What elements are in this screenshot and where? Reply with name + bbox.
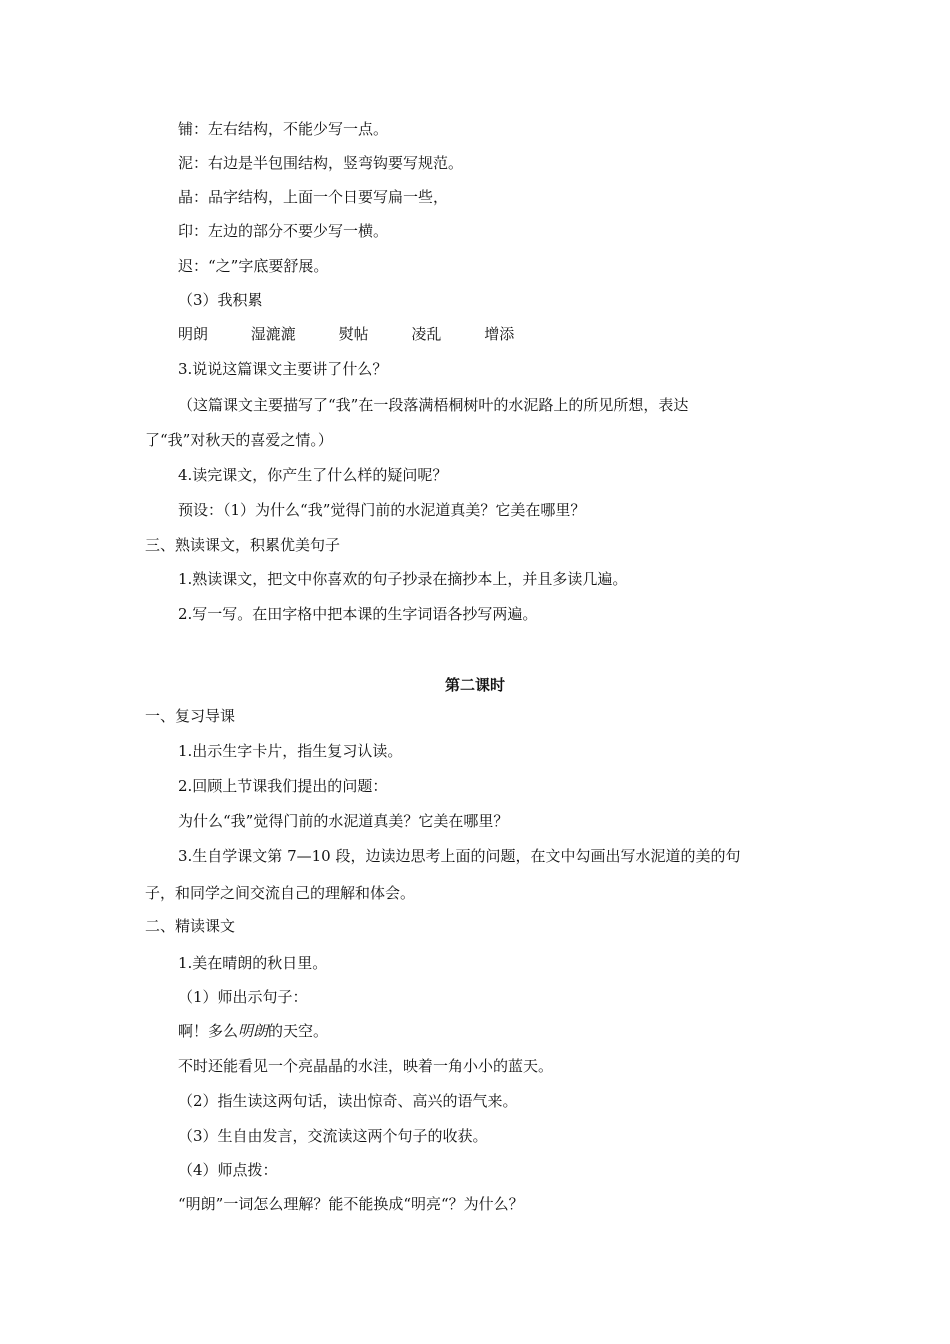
part2-step-1: （1）师出示句子： bbox=[178, 988, 308, 1006]
answer-3-line-2: 了“我”对秋天的喜爱之情。） bbox=[145, 431, 333, 449]
answer-3-line-1: （这篇课文主要描写了“我”在一段落满梧桐树叶的水泥路上的所见所想，表达 bbox=[178, 396, 689, 414]
example-sentence-2: 不时还能看见一个亮晶晶的水洼，映着一角小小的蓝天。 bbox=[178, 1057, 554, 1075]
part2-step-4: （4）师点拨： bbox=[178, 1161, 278, 1179]
accumulate-title: （3）我积累 bbox=[178, 291, 263, 309]
example-sentence-1 bbox=[178, 1021, 328, 1041]
part3-item-2: 2.写一写。在田字格中把本课的生字词语各抄写两遍。 bbox=[178, 605, 538, 623]
part1-heading: 一、复习导课 bbox=[145, 707, 236, 725]
word-item: 熨帖 bbox=[338, 325, 369, 343]
char-note-chi: 迟：“之”字底要舒展。 bbox=[178, 257, 329, 275]
char-note-jing: 晶：品字结构，上面一个日要写扁一些， bbox=[178, 188, 449, 206]
char-note-yin: 印：左边的部分不要少写一横。 bbox=[178, 222, 389, 240]
char-note-ni: 泥：右边是半包围结构，竖弯钩要写规范。 bbox=[178, 154, 464, 172]
sentence-1-emphasis: 明朗 bbox=[238, 1022, 269, 1040]
part1-question: 为什么“我”觉得门前的水泥道真美？它美在哪里？ bbox=[178, 812, 509, 830]
word-item: 凌乱 bbox=[411, 325, 442, 343]
question-3: 3.说说这篇课文主要讲了什么？ bbox=[178, 360, 388, 378]
part1-item-3-line-2: 子，和同学之间交流自己的理解和体会。 bbox=[145, 884, 416, 902]
word-item: 明朗 bbox=[178, 325, 209, 343]
part3-item-1: 1.熟读课文，把文中你喜欢的句子抄录在摘抄本上，并且多读几遍。 bbox=[178, 570, 628, 588]
word-item: 增添 bbox=[484, 325, 515, 343]
sentence-1-suffix: 的天空。 bbox=[268, 1022, 329, 1040]
lesson-title: 第二课时 bbox=[444, 676, 505, 694]
part2-step-2: （2）指生读这两句话，读出惊奇、高兴的语气来。 bbox=[178, 1092, 518, 1110]
word-list bbox=[178, 324, 552, 344]
part3-heading: 三、熟读课文，积累优美句子 bbox=[145, 536, 341, 554]
word-item: 湿漉漉 bbox=[250, 325, 296, 343]
preset-answer: 预设：（1）为什么“我”觉得门前的水泥道真美？它美在哪里？ bbox=[178, 501, 586, 519]
part2-heading: 二、精读课文 bbox=[145, 917, 236, 935]
sentence-1-prefix: 啊！多么 bbox=[178, 1022, 239, 1040]
char-note-pu: 铺：左右结构，不能少写一点。 bbox=[178, 120, 389, 138]
part1-item-3-line-1: 3.生自学课文第 7—10 段，边读边思考上面的问题，在文中勾画出写水泥道的美的句 bbox=[178, 847, 741, 865]
teacher-point: “明朗”一词怎么理解？能不能换成“明亮“？为什么？ bbox=[178, 1195, 524, 1213]
part2-step-3: （3）生自由发言，交流读这两个句子的收获。 bbox=[178, 1127, 488, 1145]
part1-item-2: 2.回顾上节课我们提出的问题： bbox=[178, 777, 388, 795]
question-4: 4.读完课文，你产生了什么样的疑问呢？ bbox=[178, 466, 448, 484]
part1-item-1: 1.出示生字卡片，指生复习认读。 bbox=[178, 742, 403, 760]
part2-item-1: 1.美在晴朗的秋日里。 bbox=[178, 954, 328, 972]
